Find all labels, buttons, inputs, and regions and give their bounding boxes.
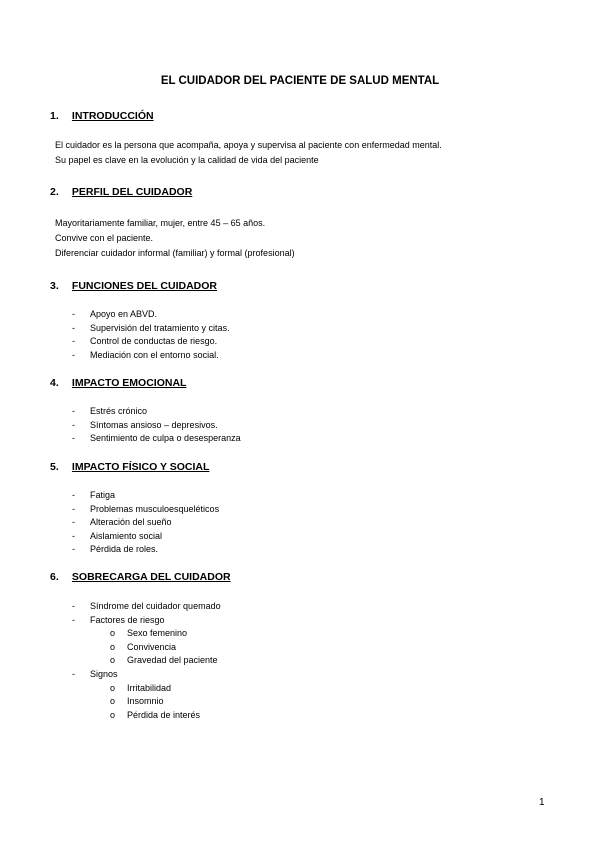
paragraph-line: Convive con el paciente. [55,233,154,243]
section-heading-4: 4. IMPACTO EMOCIONAL [50,377,187,389]
section-heading-1: 1. INTRODUCCIÓN [50,110,154,122]
paragraph-line: Mayoritariamente familiar, mujer, entre 45 – 65 años. [55,218,266,228]
section-1-paragraph [55,138,575,168]
section-heading-5: 5. IMPACTO FÍSICO Y SOCIAL [50,461,210,473]
section-heading-3: 3. FUNCIONES DEL CUIDADOR [50,280,217,292]
document-title: EL CUIDADOR DEL PACIENTE DE SALUD MENTAL [160,75,440,87]
section-heading-2: 2. PERFIL DEL CUIDADOR [50,186,193,198]
paragraph-line: Diferenciar cuidador informal (familiar) y formal (profesional) [55,248,295,258]
section-heading-6: 6. SOBRECARGA DEL CUIDADOR [50,571,231,583]
section-2-paragraph [55,216,575,261]
paragraph-line: El cuidador es la persona que acompaña, apoya y supervisa al paciente con enfermedad mental. [55,140,442,150]
document-page: EL CUIDADOR DEL PACIENTE DE SALUD MENTAL 1. INTRODUCCIÓN El cuidador es la persona que acompaña, apoya y supervisa al paciente con enfermedad mental. Su papel es clave en la evolución y la calidad de vida del paciente 2. PERFIL DEL CUIDADOR Mayoritariamente familiar, mujer, entre 45 – 65 años. Convive con el paciente. Diferenciar cuidador informal (familiar) y formal (profesional) 3. FUNCIONES DEL CUIDADOR - Apoyo en ABVD. - Supervisión del tratamiento y citas. - Control de conductas de riesgo. - Mediación con el entorno social. 4. IMPACTO EMOCIONAL - Estrés crónico - Síntomas ansioso – depresivos. - Sentimiento de culpa o desesperanza 5. IMPACTO FÍSICO Y SOCIAL - Fatiga - Problemas musculoesqueléticos - Alteración del sueño - Aislamiento social - Pérdida de roles. 6. SOBRECARGA DEL CUIDADOR - Síndrome del cuidador quemado - Factores de riesgo o Sexo femenino o Convivencia o Gravedad del paciente - Signos o Irritabilidad o Insomnio o Pérdida de interés 1 [0,0,600,848]
page-number: 1 [539,797,545,808]
paragraph-line: Su papel es clave en la evolución y la calidad de vida del paciente [55,155,319,165]
